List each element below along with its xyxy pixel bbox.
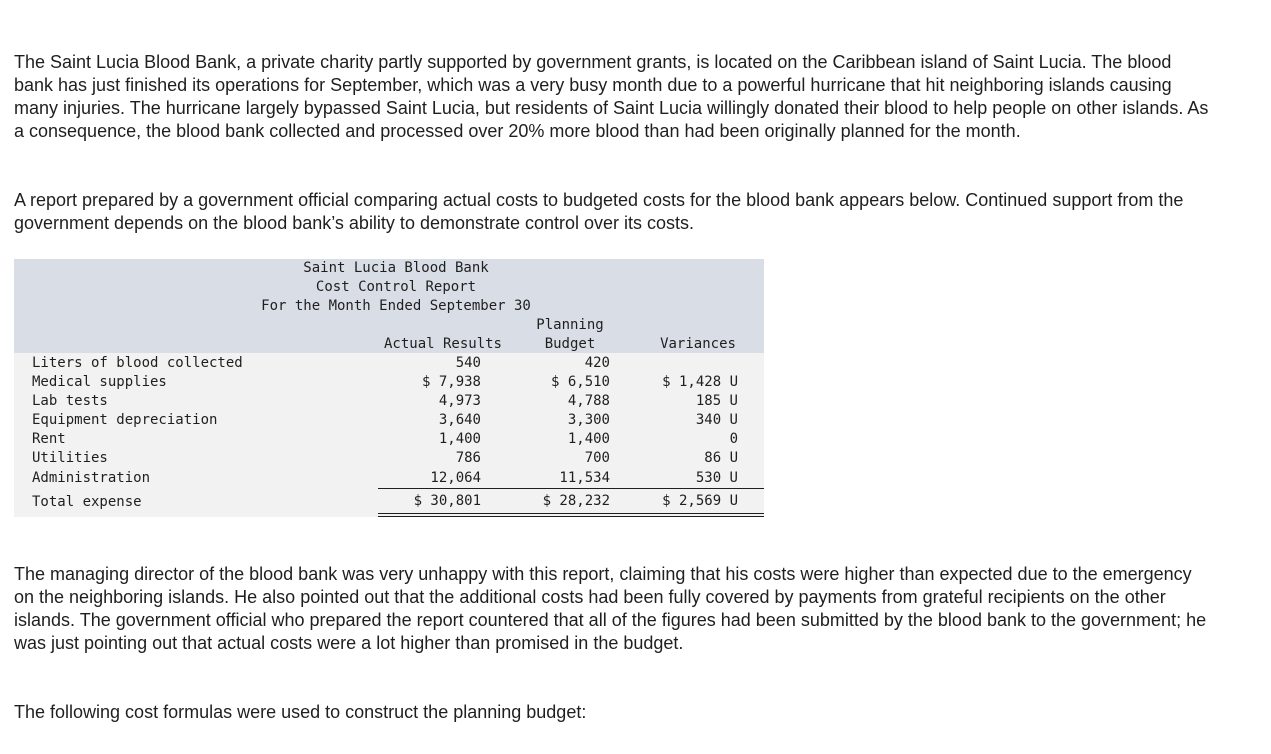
column-header-actual: Actual Results [383, 336, 502, 352]
row-label: Liters of blood collected [32, 355, 243, 371]
total-label: Total expense [32, 494, 142, 510]
column-header-planning-line1: Planning [536, 317, 604, 333]
cost-control-report [14, 259, 764, 517]
total-variance-value: $ 2,569 U [662, 493, 738, 509]
total-double-rule-top [378, 513, 764, 514]
row-label: Rent [32, 431, 66, 447]
intro-paragraph-2: A report prepared by a government official comparing actual costs to budgeted costs for the blood bank appears below. Continued support from the government depends on the blood bank’s ability to demonstrate control over its costs. [14, 190, 1184, 233]
planning-value: $ 6,510 [550, 374, 610, 390]
total-planning-value: $ 28,232 [542, 493, 610, 509]
planning-value: 1,400 [567, 431, 610, 447]
planning-value: 3,300 [567, 412, 610, 428]
variance-value [638, 354, 738, 373]
actual-value: 540 [455, 355, 481, 371]
row-label: Lab tests [32, 393, 108, 409]
actual-value: 786 [455, 450, 481, 466]
variance-value: 530 U [695, 470, 738, 486]
variance-value: 0 [729, 431, 738, 447]
variance-value: 86 U [704, 450, 738, 466]
subtotal-rule [378, 488, 764, 489]
report-period: For the Month Ended September 30 [261, 298, 531, 314]
planning-value: 11,534 [559, 470, 610, 486]
planning-value: 420 [584, 355, 610, 371]
row-label: Utilities [32, 450, 108, 466]
intro-paragraph-1: The Saint Lucia Blood Bank, a private charity partly supported by government grants, is located on the Caribbean island of Saint Lucia. The blood bank has just finished its operations for September, which was a very busy month due to a powerful hurricane that hit neighboring islands causing many injuries. The hurricane largely bypassed Saint Lucia, but residents of Saint Lucia willingly donated their blood to help people on other islands. As a consequence, the blood bank collected and processed over 20% more blood than had been originally planned for the month. [14, 52, 1209, 141]
planning-value: 700 [584, 450, 610, 466]
report-title: Saint Lucia Blood Bank [303, 260, 489, 276]
actual-value: 4,973 [438, 393, 481, 409]
outro-paragraph-2: The following cost formulas were used to construct the planning budget: [14, 702, 587, 722]
variance-value: 185 U [695, 393, 738, 409]
row-label: Medical supplies [32, 374, 167, 390]
actual-value: 3,640 [438, 412, 481, 428]
actual-value: $ 7,938 [421, 374, 481, 390]
report-subtitle: Cost Control Report [315, 279, 477, 295]
row-label: Equipment depreciation [32, 412, 218, 428]
total-actual-value: $ 30,801 [413, 493, 481, 509]
variance-value: $ 1,428 U [662, 374, 738, 390]
column-header-planning-line2: Budget [544, 336, 596, 352]
variance-value: 340 U [695, 412, 738, 428]
actual-value: 1,400 [438, 431, 481, 447]
actual-value: 12,064 [430, 470, 481, 486]
total-double-rule-bottom [378, 516, 764, 517]
planning-value: 4,788 [567, 393, 610, 409]
row-label: Administration [32, 470, 151, 486]
outro-paragraph-1: The managing director of the blood bank was very unhappy with this report, claiming that his costs were higher than expected due to the emergency on the neighboring islands. He also pointed out that the additional costs had been fully covered by payments from grateful recipients on the other islands. The government official who prepared the report countered that all of the figures had been submitted by the blood bank to the government; he was just pointing out that actual costs were a lot higher than promised in the budget. [14, 564, 1207, 653]
column-header-variances: Variances [660, 336, 736, 352]
